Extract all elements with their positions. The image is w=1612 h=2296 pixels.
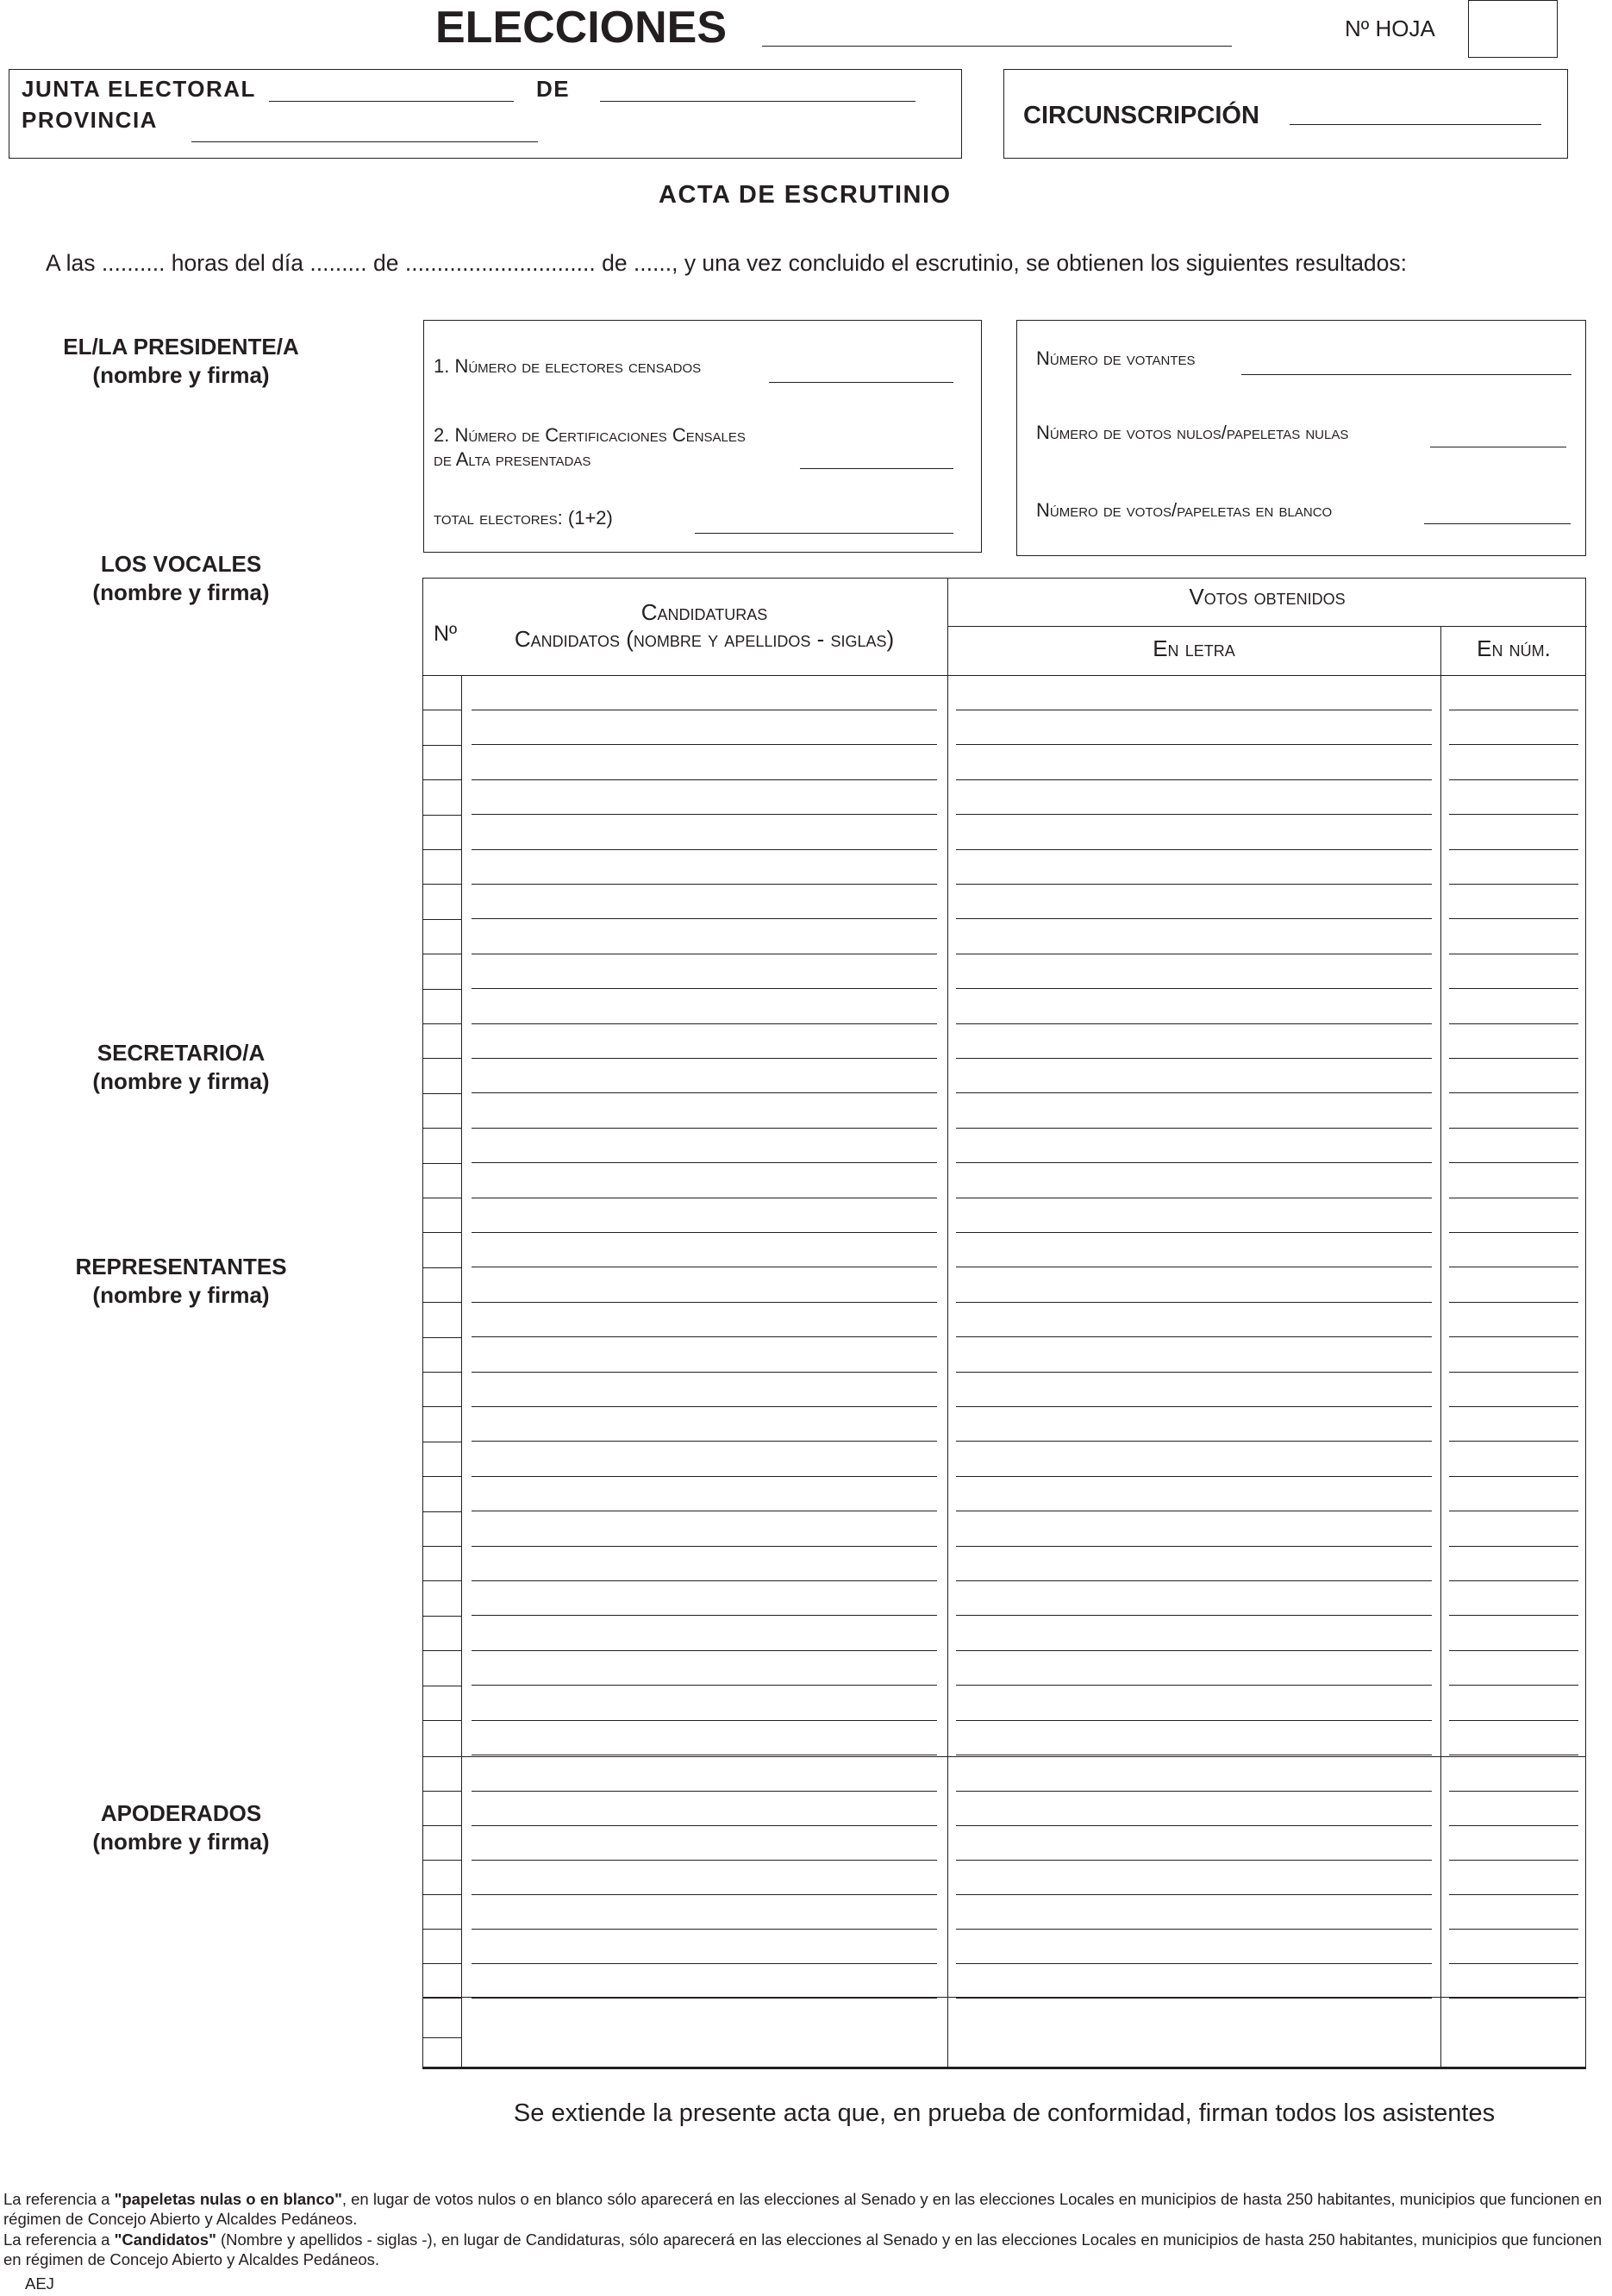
signature-secretario (34, 1039, 328, 1096)
num-write-line (1449, 1023, 1578, 1024)
candidatura-write-line (472, 1162, 937, 1163)
letra-write-line (956, 918, 1432, 919)
row-divider (423, 1650, 461, 1651)
candidatura-write-line (472, 744, 937, 745)
certificaciones-field[interactable] (800, 468, 953, 469)
candidatura-write-line (472, 1441, 937, 1442)
num-write-line (1449, 884, 1578, 885)
letra-write-line (956, 1232, 1432, 1233)
num-write-line (1449, 744, 1578, 745)
num-write-line (1449, 1092, 1578, 1093)
num-write-line (1449, 1720, 1578, 1721)
candidatura-write-line (472, 1232, 937, 1233)
candidatura-write-line (472, 1650, 937, 1651)
row-divider (423, 1093, 461, 1094)
num-write-line (1449, 1791, 1578, 1792)
signature-note: (nombre y firma) (92, 1829, 270, 1855)
letra-write-line (956, 1580, 1432, 1581)
row-divider (423, 815, 461, 816)
row-divider (423, 1476, 461, 1477)
footnote-papeletas-post: , en lugar de votos nulos o en blanco sólo aparecerá en las elecciones al Senado y en las elecciones Locales en municipios de hasta 250 habitantes, municipios que funcionen en régimen de Concejo Abierto y Alcaldes Pedáneos. (3, 2190, 1603, 2228)
letra-write-line (956, 744, 1432, 745)
de-label: DE (536, 76, 571, 102)
col-divider-letra (1440, 626, 1441, 2067)
votos-obtenidos-header: Votos obtenidos (1189, 584, 1346, 610)
num-write-line (1449, 1162, 1578, 1163)
candidatura-write-line (472, 1720, 937, 1721)
num-write-line (1449, 1302, 1578, 1303)
footnote-candidatos (3, 2230, 1609, 2269)
letra-write-line (956, 1406, 1432, 1407)
section-divider (423, 1756, 1585, 1757)
candidatura-write-line (472, 1894, 937, 1895)
num-write-line (1449, 1650, 1578, 1651)
de-field[interactable] (600, 101, 915, 102)
row-divider (423, 1894, 461, 1895)
form-code: AEJ (25, 2274, 54, 2293)
certificaciones-label-1: 2. Número de Certificaciones Censales (434, 424, 746, 446)
candidatura-write-line (472, 1128, 937, 1129)
num-write-line (1449, 1615, 1578, 1616)
num-write-line (1449, 1476, 1578, 1477)
page-title: ELECCIONES (435, 3, 728, 53)
row-divider (423, 1791, 461, 1792)
letra-write-line (956, 1546, 1432, 1547)
row-divider (423, 1058, 461, 1059)
results-table (422, 578, 1586, 2069)
candidaturas-header-line2: Candidatos (nombre y apellidos - siglas) (514, 626, 895, 652)
electores-censados-label: 1. Número de electores censados (434, 355, 702, 377)
candidatura-write-line (472, 1860, 937, 1861)
num-write-line (1449, 1441, 1578, 1442)
total-electores-label: total electores: (1+2) (434, 507, 613, 529)
acta-intro: A las .......... horas del día ......... de .............................. de ......, y una vez concluido el escrutinio, se obtienen los siguientes resultados: (46, 250, 1408, 276)
candidatura-write-line (472, 1963, 937, 1964)
letra-write-line (956, 1162, 1432, 1163)
letra-write-line (956, 814, 1432, 815)
row-divider (423, 779, 461, 780)
votantes-label: Número de votantes (1036, 347, 1196, 369)
row-divider (423, 1372, 461, 1373)
row-divider (423, 1128, 461, 1129)
letra-write-line (956, 849, 1432, 850)
letra-write-line (956, 1929, 1432, 1930)
signature-presidente (34, 333, 328, 390)
signature-note: (nombre y firma) (92, 1282, 270, 1308)
footnote-candidatos-post: (Nombre y apellidos - siglas -), en lugar de Candidaturas, sólo aparecerá en las elecciones al Senado y en las elecciones Locales en municipios de hasta 250 habitantes, municipios que funcionen en régimen de Concejo Abierto y Alcaldes Pedáneos. (3, 2230, 1603, 2268)
candidatura-write-line (472, 1023, 937, 1024)
candidatura-write-line (472, 988, 937, 989)
en-num-header: En núm. (1477, 635, 1551, 661)
row-divider (423, 1267, 461, 1268)
votos-subheader-divider (947, 626, 1587, 627)
signature-role: LOS VOCALES (100, 551, 262, 577)
num-write-line (1449, 1894, 1578, 1895)
row-divider (423, 884, 461, 885)
candidaturas-header (463, 599, 946, 653)
num-write-line (1449, 1685, 1578, 1686)
electores-censados-field[interactable] (769, 382, 953, 383)
candidatura-write-line (472, 849, 937, 850)
row-divider (423, 1546, 461, 1547)
row-divider (423, 1511, 461, 1512)
row-divider (423, 1163, 461, 1164)
provincia-field[interactable] (191, 141, 538, 142)
row-divider (423, 919, 461, 920)
col-divider-candidatura (947, 579, 948, 2067)
row-divider (423, 2037, 461, 2038)
num-write-line (1449, 988, 1578, 989)
letra-write-line (956, 1023, 1432, 1024)
candidatura-write-line (472, 1791, 937, 1792)
num-write-line (1449, 1929, 1578, 1930)
row-divider (423, 1998, 461, 1999)
candidatura-write-line (472, 1336, 937, 1337)
candidatura-write-line (472, 1476, 937, 1477)
candidatura-write-line (472, 1302, 937, 1303)
letra-write-line (956, 1336, 1432, 1337)
num-write-line (1449, 1580, 1578, 1581)
footnote-papeletas (3, 2190, 1609, 2229)
candidatura-write-line (472, 1546, 937, 1547)
letra-write-line (956, 1894, 1432, 1895)
row-divider (423, 1860, 461, 1861)
num-write-line (1449, 1232, 1578, 1233)
letra-write-line (956, 884, 1432, 885)
signature-vocales (34, 550, 328, 607)
total-electores-field[interactable] (695, 533, 953, 534)
closing-statement: Se extiende la presente acta que, en prueba de conformidad, firman todos los asistentes (513, 2099, 1496, 2127)
signature-role: SECRETARIO/A (97, 1040, 266, 1066)
candidatura-write-line (472, 1825, 937, 1826)
footnote-candidatos-pre: La referencia a (3, 2230, 115, 2249)
letra-write-line (956, 988, 1432, 989)
letra-write-line (956, 1476, 1432, 1477)
candidatura-write-line (472, 884, 937, 885)
letra-write-line (956, 1998, 1432, 1999)
letra-write-line (956, 779, 1432, 780)
signature-role: EL/LA PRESIDENTE/A (63, 334, 299, 360)
num-write-line (1449, 1336, 1578, 1337)
signature-role: APODERADOS (100, 1800, 262, 1826)
letra-write-line (956, 1791, 1432, 1792)
row-divider (423, 1023, 461, 1024)
num-write-line (1449, 918, 1578, 919)
row-divider (423, 1337, 461, 1338)
candidatura-write-line (472, 1998, 937, 1999)
footnote-papeletas-pre: La referencia a (3, 2190, 115, 2208)
num-write-line (1449, 1406, 1578, 1407)
num-write-line (1449, 1546, 1578, 1547)
letra-write-line (956, 1302, 1432, 1303)
letra-write-line (956, 1720, 1432, 1721)
num-write-line (1449, 849, 1578, 850)
num-write-line (1449, 1998, 1578, 1999)
letra-write-line (956, 1963, 1432, 1964)
signature-representantes (34, 1253, 328, 1310)
candidatura-write-line (472, 1058, 937, 1059)
num-write-line (1449, 1825, 1578, 1826)
candidatura-write-line (472, 1580, 937, 1581)
row-divider (423, 1963, 461, 1964)
junta-field[interactable] (269, 101, 514, 102)
elecciones-field[interactable] (762, 46, 1232, 47)
letra-write-line (956, 1128, 1432, 1129)
footnote-papeletas-bold: "papeletas nulas o en blanco" (114, 2190, 342, 2208)
candidaturas-header-line1: Candidaturas (640, 599, 768, 625)
letra-write-line (956, 1615, 1432, 1616)
certificaciones-label-2: de Alta presentadas (434, 448, 591, 470)
num-write-line (1449, 779, 1578, 780)
row-divider (423, 1616, 461, 1617)
num-write-line (1449, 1372, 1578, 1373)
row-divider (423, 1825, 461, 1826)
row-divider (423, 1232, 461, 1233)
candidatura-write-line (472, 779, 937, 780)
blanco-field[interactable] (1424, 523, 1571, 524)
provincia-label: PROVINCIA (22, 107, 158, 133)
signature-apoderados (34, 1799, 328, 1856)
letra-write-line (956, 1650, 1432, 1651)
nulos-label: Número de votos nulos/papeletas nulas (1036, 422, 1349, 443)
num-write-line (1449, 1128, 1578, 1129)
candidatura-write-line (472, 1615, 937, 1616)
candidatura-write-line (472, 1372, 937, 1373)
letra-write-line (956, 1825, 1432, 1826)
row-divider (423, 1302, 461, 1303)
hoja-label: Nº HOJA (1345, 16, 1435, 41)
row-divider (423, 1406, 461, 1407)
signature-note: (nombre y firma) (92, 362, 270, 388)
acta-title: ACTA DE ESCRUTINIO (659, 181, 952, 209)
num-header: Nº (434, 622, 458, 646)
signature-role: REPRESENTANTES (75, 1254, 287, 1279)
letra-write-line (956, 1441, 1432, 1442)
num-write-line (1449, 1860, 1578, 1861)
signature-note: (nombre y firma) (92, 579, 270, 605)
row-divider (423, 849, 461, 850)
candidatura-write-line (472, 918, 937, 919)
votantes-field[interactable] (1241, 374, 1571, 375)
circunscripcion-field[interactable] (1290, 124, 1541, 125)
num-write-line (1449, 814, 1578, 815)
candidatura-write-line (472, 1406, 937, 1407)
row-divider (423, 1929, 461, 1930)
row-divider (423, 1580, 461, 1581)
signature-note: (nombre y firma) (92, 1068, 270, 1094)
footnote-candidatos-bold: "Candidatos" (114, 2230, 216, 2249)
letra-write-line (956, 1860, 1432, 1861)
candidatura-write-line (472, 1929, 937, 1930)
candidatura-write-line (472, 1092, 937, 1093)
letra-write-line (956, 1092, 1432, 1093)
blanco-label: Número de votos/papeletas en blanco (1036, 499, 1333, 521)
row-divider (423, 1720, 461, 1721)
letra-write-line (956, 1058, 1432, 1059)
section-divider (423, 1997, 1585, 1998)
row-divider (423, 745, 461, 746)
candidatura-write-line (472, 1685, 937, 1686)
letra-write-line (956, 1685, 1432, 1686)
header-divider (423, 675, 1585, 676)
hoja-box[interactable] (1468, 0, 1558, 58)
letra-write-line (956, 1372, 1432, 1373)
col-divider-num (461, 675, 462, 2067)
row-divider (423, 989, 461, 990)
candidatura-write-line (472, 814, 937, 815)
junta-label: JUNTA ELECTORAL (22, 76, 256, 102)
num-write-line (1449, 1963, 1578, 1964)
en-letra-header: En letra (1153, 635, 1235, 661)
circunscripcion-label: CIRCUNSCRIPCIÓN (1023, 102, 1259, 129)
num-write-line (1449, 1058, 1578, 1059)
